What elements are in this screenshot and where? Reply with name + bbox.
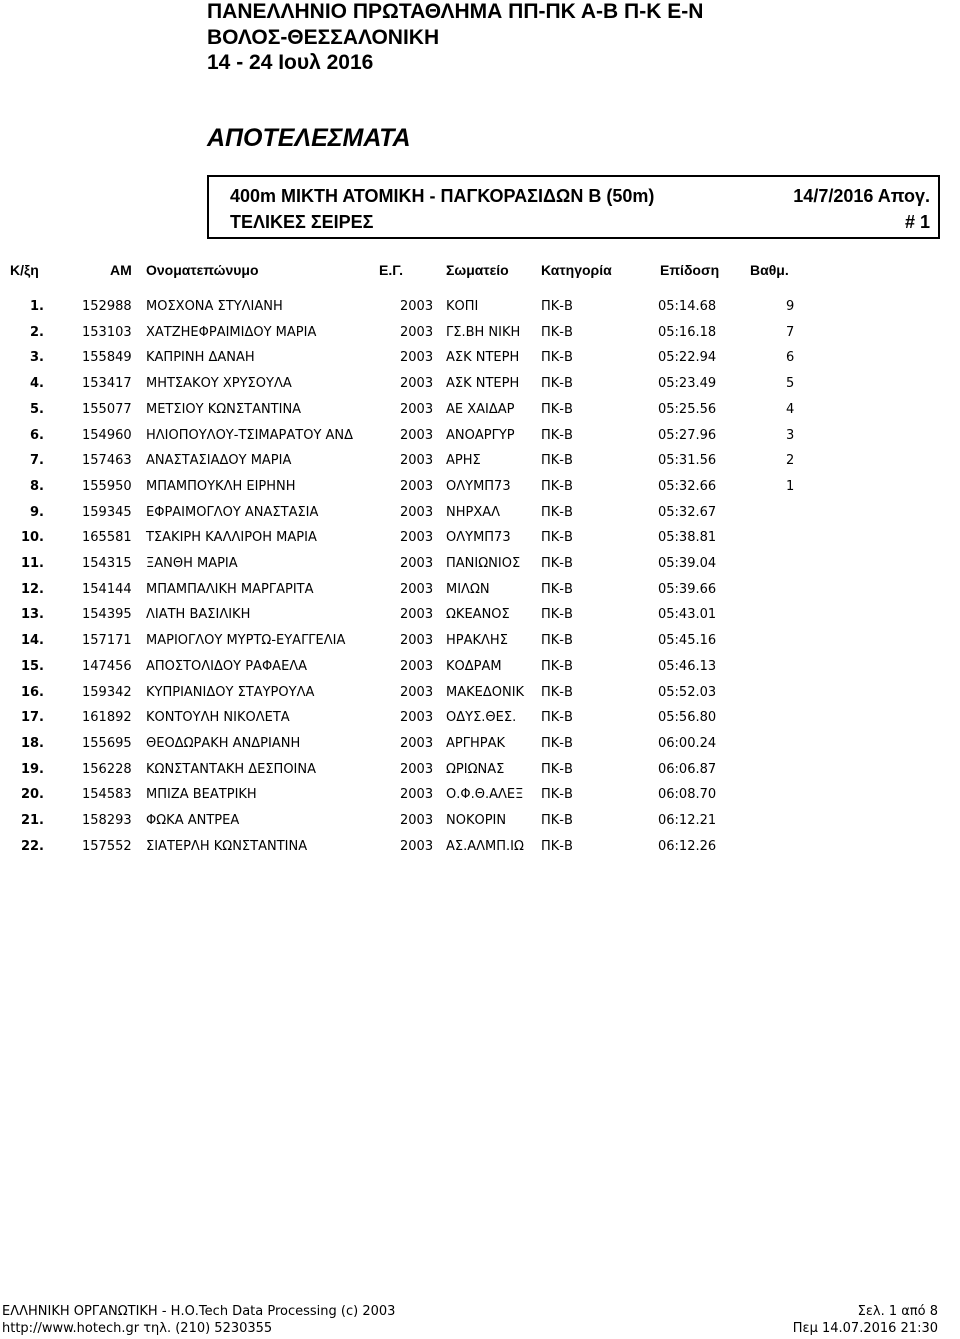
cell-am: 159345	[82, 504, 132, 520]
cell-name: ΜΟΣΧΟΝΑ ΣΤΥΛΙΑΝΗ	[146, 299, 283, 314]
cell-year: 2003	[400, 658, 434, 674]
cell-club: ΟΛΥΜΠ73	[446, 478, 511, 494]
cell-name: ΜΠΙΖΑ ΒΕΑΤΡΙΚΗ	[146, 787, 257, 803]
cell-points: 6	[786, 350, 795, 366]
cell-year: 2003	[400, 453, 434, 469]
cell-am: 165581	[82, 530, 132, 546]
cell-rank: 17.	[20, 710, 44, 726]
table-row	[0, 524, 960, 549]
cell-time: 05:56.80	[658, 710, 717, 726]
cell-rank: 9.	[30, 504, 44, 520]
cell-category: ΠΚ-Β	[541, 427, 573, 443]
cell-year: 2003	[400, 376, 434, 392]
col-category: Κατηγορία	[541, 262, 612, 278]
cell-rank: 19.	[20, 761, 44, 777]
cell-club: ΜΑΚΕΔΟΝΙΚ	[446, 684, 525, 700]
cell-year: 2003	[400, 735, 434, 751]
cell-name: ΚΟΝΤΟΥΛΗ ΝΙΚΟΛΕΤΑ	[146, 710, 290, 726]
cell-club: ΩΡΙΩΝΑΣ	[446, 761, 505, 777]
cell-name: ΤΣΑΚΙΡΗ ΚΑΛΛΙΡΟΗ ΜΑΡΙΑ	[146, 530, 317, 546]
cell-name: ΞΑΝΘΗ ΜΑΡΙΑ	[146, 556, 238, 571]
cell-rank: 20.	[20, 787, 44, 803]
cell-rank: 5.	[30, 401, 44, 417]
table-row	[0, 653, 960, 678]
cell-am: 156228	[82, 761, 132, 777]
cell-am: 155077	[82, 401, 132, 417]
table-row	[0, 293, 960, 318]
table-row	[0, 807, 960, 832]
footer-page: Σελ. 1 από 8	[857, 1304, 938, 1319]
cell-rank: 8.	[30, 478, 44, 494]
cell-am: 154583	[82, 787, 132, 803]
cell-points: 7	[786, 324, 795, 340]
cell-time: 05:39.04	[658, 556, 717, 571]
cell-rank: 2.	[30, 324, 44, 340]
cell-am: 157552	[82, 838, 132, 854]
cell-category: ΠΚ-Β	[541, 581, 573, 597]
cell-club: ΠΑΝΙΩΝΙΟΣ	[446, 556, 521, 571]
cell-year: 2003	[400, 530, 434, 546]
cell-am: 154960	[82, 427, 132, 443]
col-am: ΑΜ	[110, 262, 132, 278]
cell-club: ΜΙΛΩΝ	[446, 581, 490, 597]
cell-rank: 16.	[20, 684, 44, 700]
cell-time: 06:12.21	[658, 813, 717, 828]
cell-club: ΑΡΗΣ	[446, 453, 481, 469]
cell-year: 2003	[400, 787, 434, 803]
col-rank: Κ/ξη	[10, 262, 39, 278]
table-row	[0, 833, 960, 858]
table-row	[0, 730, 960, 755]
cell-name: ΜΗΤΣΑΚΟΥ ΧΡΥΣΟΥΛΑ	[146, 376, 292, 392]
cell-rank: 14.	[20, 633, 44, 649]
cell-category: ΠΚ-Β	[541, 813, 573, 828]
cell-am: 154315	[82, 556, 132, 571]
cell-name: ΧΑΤΖΗΕΦΡΑΙΜΙΔΟΥ ΜΑΡΙΑ	[146, 324, 317, 340]
cell-am: 157463	[82, 453, 132, 469]
table-row	[0, 781, 960, 806]
col-year: Ε.Γ.	[379, 262, 403, 278]
table-row	[0, 601, 960, 626]
cell-category: ΠΚ-Β	[541, 453, 573, 469]
cell-club: ΩΚΕΑΝΟΣ	[446, 607, 510, 623]
cell-category: ΠΚ-Β	[541, 401, 573, 417]
cell-year: 2003	[400, 607, 434, 623]
cell-rank: 6.	[30, 427, 44, 443]
cell-club: ΝΟΚΟΡΙΝ	[446, 813, 507, 828]
col-time: Επίδοση	[660, 262, 720, 278]
table-row	[0, 550, 960, 575]
cell-time: 06:08.70	[658, 787, 717, 803]
cell-am: 147456	[82, 658, 132, 674]
cell-rank: 7.	[30, 453, 44, 469]
cell-category: ΠΚ-Β	[541, 710, 573, 726]
cell-club: ΗΡΑΚΛΗΣ	[446, 633, 508, 649]
cell-category: ΠΚ-Β	[541, 658, 573, 674]
cell-name: ΜΠΑΜΠΑΛΙΚΗ ΜΑΡΓΑΡΙΤΑ	[146, 581, 314, 597]
cell-name: ΛΙΑΤΗ ΒΑΣΙΛΙΚΗ	[146, 607, 251, 623]
cell-am: 159342	[82, 684, 132, 700]
cell-category: ΠΚ-Β	[541, 376, 573, 392]
col-points: Βαθμ.	[750, 262, 789, 278]
cell-club: Ο.Φ.Θ.ΑΛΕΞ	[446, 787, 524, 803]
cell-year: 2003	[400, 556, 434, 571]
cell-category: ΠΚ-Β	[541, 324, 573, 340]
cell-category: ΠΚ-Β	[541, 633, 573, 649]
cell-rank: 4.	[30, 376, 44, 392]
cell-name: ΑΝΑΣΤΑΣΙΑΔΟΥ ΜΑΡΙΑ	[146, 453, 292, 469]
table-row	[0, 473, 960, 498]
cell-time: 05:27.96	[658, 427, 717, 443]
cell-name: ΘΕΟΔΩΡΑΚΗ ΑΝΔΡΙΑΝΗ	[146, 735, 301, 751]
cell-points: 9	[786, 299, 795, 314]
cell-year: 2003	[400, 350, 434, 366]
cell-year: 2003	[400, 299, 434, 314]
cell-category: ΠΚ-Β	[541, 684, 573, 700]
cell-am: 161892	[82, 710, 132, 726]
cell-category: ΠΚ-Β	[541, 478, 573, 494]
table-row	[0, 319, 960, 344]
cell-club: ΝΗΡΧΑΛ	[446, 504, 501, 520]
cell-year: 2003	[400, 761, 434, 777]
cell-points: 2	[786, 453, 795, 469]
cell-time: 05:52.03	[658, 684, 717, 700]
col-club: Σωματείο	[446, 262, 509, 278]
cell-rank: 3.	[30, 350, 44, 366]
table-row	[0, 396, 960, 421]
footer-web: http://www.hotech.gr τηλ. (210) 5230355	[2, 1321, 273, 1336]
cell-category: ΠΚ-Β	[541, 299, 573, 314]
cell-club: ΚΟΠΙ	[446, 299, 479, 314]
cell-rank: 15.	[20, 658, 44, 674]
cell-rank: 21.	[20, 813, 44, 828]
cell-time: 06:06.87	[658, 761, 717, 777]
table-row	[0, 704, 960, 729]
cell-category: ΠΚ-Β	[541, 504, 573, 520]
cell-rank: 18.	[20, 735, 44, 751]
cell-time: 05:22.94	[658, 350, 717, 366]
cell-points: 1	[786, 478, 795, 494]
cell-am: 155695	[82, 735, 132, 751]
cell-am: 157171	[82, 633, 132, 649]
cell-year: 2003	[400, 401, 434, 417]
cell-club: ΓΣ.ΒΗ ΝΙΚΗ	[446, 324, 521, 340]
cell-time: 05:45.16	[658, 633, 717, 649]
cell-points: 3	[786, 427, 795, 443]
cell-time: 05:23.49	[658, 376, 717, 392]
cell-name: ΜΠΑΜΠΟΥΚΛΗ ΕΙΡΗΝΗ	[146, 478, 296, 494]
cell-am: 154395	[82, 607, 132, 623]
cell-year: 2003	[400, 581, 434, 597]
cell-time: 06:00.24	[658, 735, 717, 751]
cell-name: ΜΕΤΣΙΟΥ ΚΩΝΣΤΑΝΤΙΝΑ	[146, 401, 302, 417]
table-row	[0, 576, 960, 601]
cell-club: ΟΛΥΜΠ73	[446, 530, 511, 546]
cell-year: 2003	[400, 427, 434, 443]
footer-org: ΕΛΛΗΝΙΚΗ ΟΡΓΑΝΩΤΙΚΗ - Η.Ο.Tech Data Processing (c) 2003	[2, 1304, 396, 1319]
event-date: 14/7/2016 Απογ.	[793, 186, 930, 206]
cell-rank: 10.	[20, 530, 44, 546]
cell-category: ΠΚ-Β	[541, 735, 573, 751]
cell-rank: 13.	[20, 607, 44, 623]
cell-am: 153103	[82, 324, 132, 340]
cell-category: ΠΚ-Β	[541, 761, 573, 777]
cell-time: 05:32.66	[658, 478, 717, 494]
cell-rank: 12.	[20, 581, 44, 597]
cell-year: 2003	[400, 633, 434, 649]
cell-am: 155849	[82, 350, 132, 366]
table-row	[0, 447, 960, 472]
cell-name: ΜΑΡΙΟΓΛΟΥ ΜΥΡΤΩ-ΕΥΑΓΓΕΛΙΑ	[146, 633, 346, 649]
cell-time: 05:16.18	[658, 324, 717, 340]
event-box	[207, 175, 940, 239]
cell-points: 5	[786, 376, 795, 392]
cell-time: 06:12.26	[658, 838, 717, 854]
cell-time: 05:46.13	[658, 658, 717, 674]
table-row	[0, 499, 960, 524]
cell-year: 2003	[400, 838, 434, 854]
cell-year: 2003	[400, 478, 434, 494]
cell-club: ΟΔΥΣ.ΘΕΣ.	[446, 710, 517, 726]
cell-am: 152988	[82, 299, 132, 314]
table-row	[0, 627, 960, 652]
cell-points: 4	[786, 401, 795, 417]
cell-year: 2003	[400, 813, 434, 828]
cell-name: ΕΦΡΑΙΜΟΓΛΟΥ ΑΝΑΣΤΑΣΙΑ	[146, 504, 319, 520]
footer-printed: Πεμ 14.07.2016 21:30	[792, 1321, 938, 1336]
cell-time: 05:43.01	[658, 607, 717, 623]
cell-name: ΚΩΝΣΤΑΝΤΑΚΗ ΔΕΣΠΟΙΝΑ	[146, 761, 317, 777]
cell-category: ΠΚ-Β	[541, 556, 573, 571]
venue: ΒΟΛΟΣ-ΘΕΣΣΑΛΟΝΙΚΗ	[207, 26, 440, 49]
cell-am: 154144	[82, 581, 132, 597]
cell-category: ΠΚ-Β	[541, 530, 573, 546]
cell-time: 05:14.68	[658, 299, 717, 314]
cell-category: ΠΚ-Β	[541, 350, 573, 366]
cell-category: ΠΚ-Β	[541, 607, 573, 623]
cell-club: ΑΣΚ ΝΤΕΡΗ	[446, 350, 520, 366]
cell-name: ΦΩΚΑ ΑΝΤΡΕΑ	[146, 813, 240, 828]
table-row	[0, 422, 960, 447]
event-name: 400m ΜΙΚΤΗ ΑΤΟΜΙΚΗ - ΠΑΓΚΟΡΑΣΙΔΩΝ Β (50m)	[230, 186, 655, 206]
cell-time: 05:31.56	[658, 453, 717, 469]
cell-rank: 22.	[20, 838, 44, 854]
cell-time: 05:38.81	[658, 530, 717, 546]
cell-time: 05:25.56	[658, 401, 717, 417]
table-row	[0, 344, 960, 369]
cell-rank: 1.	[30, 299, 44, 314]
event-number: # 1	[904, 212, 930, 232]
cell-year: 2003	[400, 504, 434, 520]
cell-name: ΗΛΙΟΠΟΥΛΟΥ-ΤΣΙΜΑΡΑΤΟΥ ΑΝΔ	[146, 427, 354, 443]
cell-name: ΚΑΠΡΙΝΗ ΔΑΝΑΗ	[146, 350, 255, 366]
cell-rank: 11.	[20, 556, 44, 571]
col-name: Ονοματεπώνυμο	[146, 262, 259, 278]
cell-club: ΑΣΚ ΝΤΕΡΗ	[446, 376, 520, 392]
cell-name: ΚΥΠΡΙΑΝΙΔΟΥ ΣΤΑΥΡΟΥΛΑ	[146, 684, 315, 700]
cell-name: ΑΠΟΣΤΟΛΙΔΟΥ ΡΑΦΑΕΛΑ	[146, 658, 308, 674]
championship-title: ΠΑΝΕΛΛΗΝΙΟ ΠΡΩΤΑΘΛΗΜΑ ΠΠ-ΠΚ Α-Β Π-Κ Ε-Ν	[207, 0, 704, 23]
event-subtitle: ΤΕΛΙΚΕΣ ΣΕΙΡΕΣ	[230, 212, 374, 232]
cell-am: 158293	[82, 813, 132, 828]
cell-club: ΑΣ.ΑΛΜΠ.ΙΩ	[446, 838, 524, 854]
cell-year: 2003	[400, 710, 434, 726]
cell-year: 2003	[400, 324, 434, 340]
cell-club: ΚΟΔΡΑΜ	[446, 658, 502, 674]
cell-time: 05:32.67	[658, 504, 717, 520]
cell-club: ΑΝΟΑΡΓΥΡ	[446, 427, 515, 443]
cell-name: ΣΙΑΤΕΡΛΗ ΚΩΝΣΤΑΝΤΙΝΑ	[146, 838, 308, 854]
table-row	[0, 370, 960, 395]
cell-am: 155950	[82, 478, 132, 494]
cell-club: ΑΕ ΧΑΙΔΑΡ	[446, 401, 515, 417]
results-heading: ΑΠΟΤΕΛΕΣΜΑΤΑ	[207, 124, 411, 152]
cell-time: 05:39.66	[658, 581, 717, 597]
cell-year: 2003	[400, 684, 434, 700]
cell-club: ΑΡΓΗΡΑΚ	[446, 735, 506, 751]
cell-category: ΠΚ-Β	[541, 838, 573, 854]
cell-am: 153417	[82, 376, 132, 392]
table-row	[0, 756, 960, 781]
cell-category: ΠΚ-Β	[541, 787, 573, 803]
dates: 14 - 24 Ιουλ 2016	[207, 51, 374, 74]
table-row	[0, 679, 960, 704]
